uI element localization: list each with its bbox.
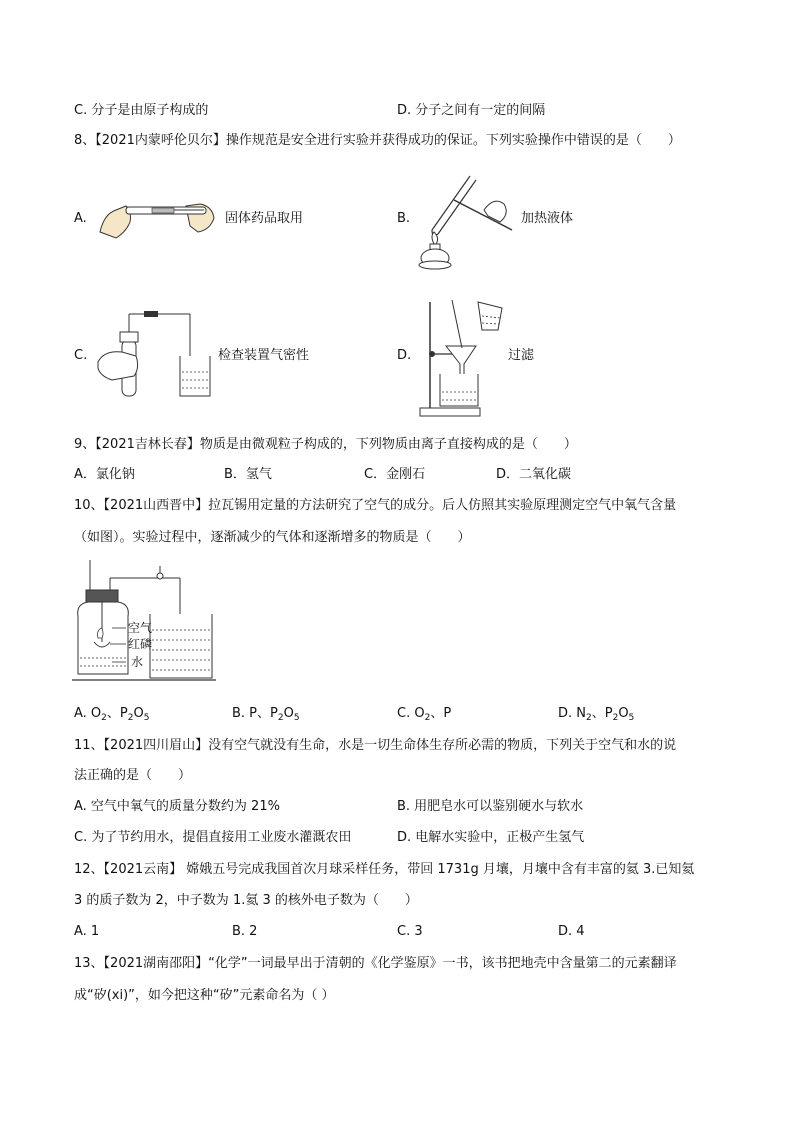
- q11-stem-line2: 法正确的是（ ）: [74, 768, 192, 783]
- q10-option-c: C. $O_2$、P: [397, 706, 452, 723]
- q11-option-b: B. 用肥皂水可以鉴别硬水与软水: [397, 799, 584, 814]
- q9-option-a: A．氯化钠: [74, 467, 135, 482]
- airtightness-check-figure: [94, 310, 218, 402]
- q8-d-caption: 过滤: [508, 348, 535, 363]
- q10-stem-line1: 10、【2021山西晋中】拉瓦锡用定量的方法研究了空气的成分。后人仿照其实验原理测定空气中氧气含量: [74, 498, 677, 513]
- q10-option-b: B. P、$P_2O_5$: [232, 706, 300, 723]
- fig-label-air: 空气: [128, 621, 153, 635]
- q8-stem: 8、【2021内蒙呼伦贝尔】操作规范是安全进行实验并获得成功的保证。下列实验操作中错误的是（ ）: [74, 133, 681, 148]
- q9-option-c: C．金刚石: [364, 467, 426, 482]
- q10-stem-line2: （如图）。实验过程中，逐渐减少的气体和逐渐增多的物质是（ ）: [74, 530, 471, 545]
- q12-option-a: A. 1: [74, 924, 100, 939]
- q13-stem-line2: 成“矽(xi)”，如今把这种“矽”元素命名为（ ）: [74, 988, 335, 1003]
- q7-option-c: C. 分子是由原子构成的: [74, 103, 209, 118]
- q10-option-a: A. $O_2$、$P_2O_5$: [74, 706, 150, 723]
- solid-reagent-figure: [96, 192, 218, 244]
- heating-liquid-figure: [414, 170, 522, 272]
- q12-stem-line2: 3 的质子数为 2，中子数为 1.氦 3 的核外电子数为（ ）: [74, 893, 418, 908]
- q8-c-caption: 检查装置气密性: [218, 348, 310, 363]
- q8-a-caption: 固体药品取用: [225, 211, 304, 226]
- q8-b-caption: 加热液体: [521, 211, 574, 226]
- q12-option-b: B. 2: [232, 924, 258, 939]
- q9-option-d: D．二氧化碳: [496, 467, 572, 482]
- q9-option-b: B．氢气: [224, 467, 272, 482]
- q8-a-letter: A.: [74, 211, 87, 226]
- q13-stem-line1: 13、【2021湖南邵阳】“化学”一词最早出于清朝的《化学鉴原》一书，该书把地壳中含量第二的元素翻译: [74, 956, 677, 971]
- q11-stem-line1: 11、【2021四川眉山】没有空气就没有生命，水是一切生命体生存所必需的物质，下列关于空气和水的说: [74, 738, 677, 753]
- q8-b-letter: B.: [397, 211, 411, 226]
- q11-option-c: C. 为了节约用水，提倡直接用工业废水灌溉农田: [74, 830, 352, 845]
- q9-stem: 9、【2021吉林长春】物质是由微观粒子构成的，下列物质由离子直接构成的是（ ）: [74, 437, 577, 452]
- fig-label-water: 水: [131, 655, 144, 669]
- q12-stem-line1: 12、【2021云南】 嫦娥五号完成我国首次月球采样任务，带回 1731g 月壤，月壤中含有丰富的氦 3.已知氦: [74, 862, 695, 877]
- q11-option-d: D. 电解水实验中，正极产生氢气: [397, 830, 585, 845]
- q10-option-d: D. $N_2$、$P_2O_5$: [558, 706, 635, 723]
- fig-label-phosphorus: 红磷: [128, 637, 153, 651]
- q7-option-d: D. 分子之间有一定的间隔: [397, 103, 546, 118]
- q8-c-letter: C.: [74, 348, 88, 363]
- filtration-figure: [418, 296, 508, 418]
- q11-option-a: A. 空气中氧气的质量分数约为 21%: [74, 799, 280, 814]
- q12-option-c: C. 3: [397, 924, 423, 939]
- q12-option-d: D. 4: [558, 924, 585, 939]
- q8-d-letter: D.: [397, 348, 412, 363]
